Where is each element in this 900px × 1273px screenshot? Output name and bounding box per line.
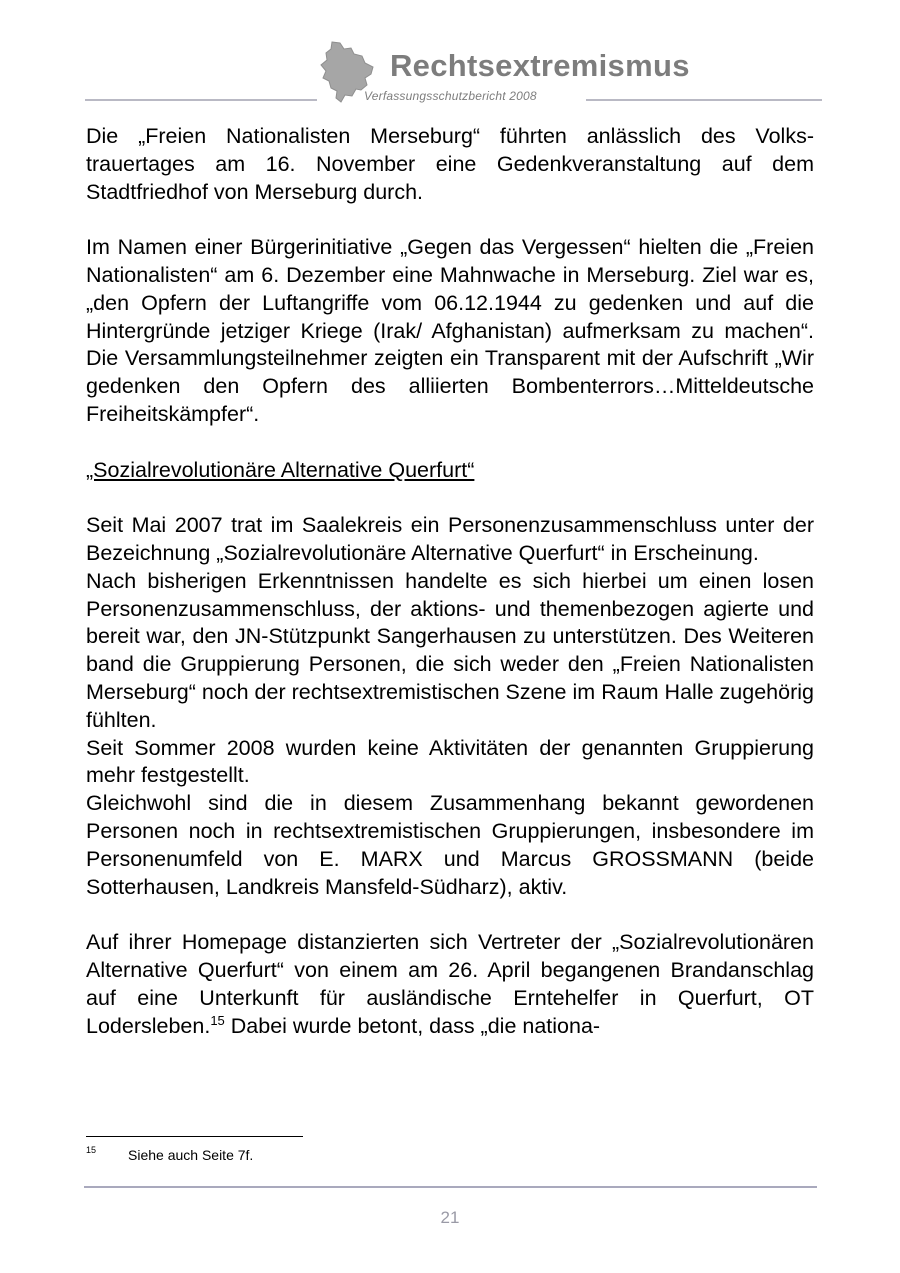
paragraph (86, 929, 814, 1040)
footer-rule (84, 1186, 817, 1188)
page-number: 21 (440, 1208, 460, 1227)
main-text (86, 123, 814, 1040)
header-subtitle: Verfassungsschutzbericht 2008 (364, 89, 537, 103)
header-rule-left (85, 99, 317, 101)
section-heading: „Sozialrevolutionäre Alternative Querfurt“ (86, 457, 475, 482)
footnote-reference[interactable]: 15 (210, 1012, 225, 1028)
footnote (86, 1144, 253, 1166)
header-rule-right (586, 99, 822, 101)
paragraph: Seit Mai 2007 trat im Saalekreis ein Personenzusammenschluss unter der Bezeichnung „Sozialrevolutionäre Alternative Querfurt“ in Erscheinung. (86, 513, 814, 565)
paragraph: Nach bisherigen Erkenntnissen handelte es sich hierbei um einen losen Personenzusammenschluss, der aktions- und themenbezogen agierte und bereit war, den JN-Stützpunkt Sangerhausen zu unterstützen. Des Weiteren band die Gruppierung Personen, die sich weder den „Freien Nationalisten Merseburg“ noch der rechtsextremistischen Szene im Raum Halle zugehörig fühlten. (86, 568, 814, 732)
page-header (0, 0, 900, 115)
header-title: Rechtsextremismus (390, 48, 690, 83)
footnote-text: Siehe auch Seite 7f. (128, 1147, 254, 1163)
paragraph: Seit Sommer 2008 wurden keine Aktivitäten der genannten Gruppierung mehr festgestellt. (86, 735, 814, 788)
footnote-separator (86, 1136, 303, 1137)
footnote-number: 15 (86, 1145, 97, 1155)
paragraph: Im Namen einer Bürgerinitiative „Gegen das Vergessen“ hielten die „Freien Nationalisten“ am 6. Dezember eine Mahnwache in Merseburg. Ziel war es, „den Opfern der Luftangriffe vom 06.12.1944 zu gedenken und auf die Hintergründe jetziger Kriege (Irak/ Afghanistan) aufmerksam zu machen“. Die Versammlungsteilnehmer zeigten ein Transparent mit der Aufschrift „Wir gedenken den Opfern des alliierten Bombenterrors…Mitteldeutsche Freiheitskämpfer“. (86, 235, 814, 426)
paragraph-text: Dabei wurde betont, dass „die nationa- (224, 1013, 601, 1038)
paragraph-text: Auf ihrer Homepage distanzierten sich Vertreter der „Sozialrevolutionären Alternative Querfurt“ von einem am 26. April begangenen Brandanschlag auf eine Unterkunft für ausländische Erntehelfer in Querfurt, OT Lodersleben. (86, 930, 814, 1038)
paragraph: Gleichwohl sind die in diesem Zusammenhang bekannt gewordenen Personen noch in rechtsextremistischen Gruppierungen, insbesondere im Personenumfeld von E. MARX und Marcus GROSSMANN (beide Sotterhausen, Landkreis Mansfeld-Südharz), aktiv. (86, 791, 814, 899)
paragraph: Die „Freien Nationalisten Merseburg“ führten anlässlich des Volkstrauertages am 16. November eine Gedenkveranstaltung auf dem Stadtfriedhof von Merseburg durch. (86, 124, 814, 204)
